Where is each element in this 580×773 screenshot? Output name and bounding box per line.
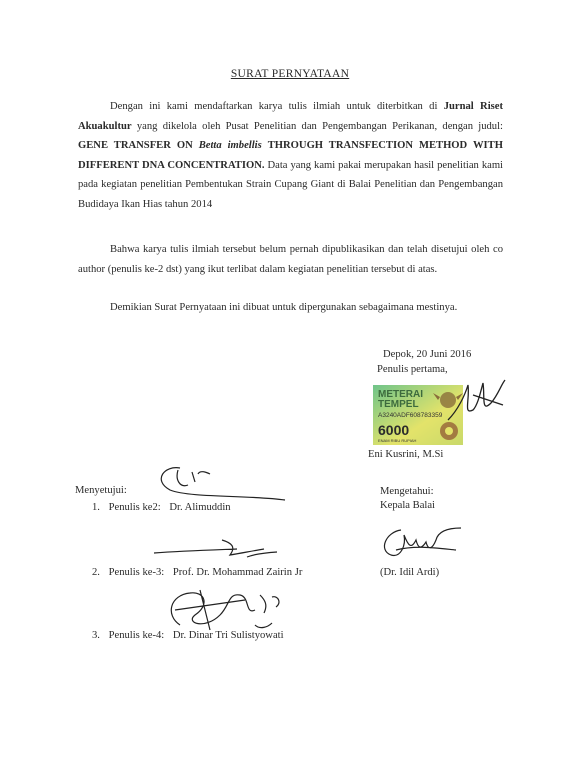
paragraph-unpublished [78, 240, 503, 279]
paper-title-b: THROUGH TRANSFECTION METHOD WITH DIFFERENT DNA CONCENTRATION. [78, 140, 503, 171]
stamp-value-text: ENAM RIBU RUPIAH [378, 438, 417, 443]
coauthor-2-role: Penulis ke-3: [108, 567, 165, 578]
approval-label: Menyetujui: [75, 485, 127, 496]
head-label: Kepala Balai [380, 500, 436, 511]
stamp-code: A3240ADF608783359 [378, 412, 443, 419]
coauthor-3-role: Penulis ke-4: [108, 630, 165, 641]
stamp-value: 6000 [378, 422, 410, 438]
head-signature [376, 520, 466, 565]
head-name: (Dr. Idil Ardi) [380, 567, 440, 578]
coauthor-2-num: 2. [92, 567, 100, 578]
coauthor-1-signature [150, 460, 290, 500]
coauthor-2-signature [152, 535, 282, 570]
coauthor-1-role: Penulis ke2: [108, 502, 161, 513]
p1-rest: Data yang kami pakai merupakan hasil penelitian kami pada kegiatan penelitian Pembentukan Strain Cupang Giant di Balai Penelitian dan Pengembangan Budidaya Ikan Hias tahun 2014 [78, 159, 503, 210]
coauthor-2 [92, 567, 302, 578]
coauthor-1-name: Dr. Alimuddin [169, 502, 231, 513]
coauthor-3 [92, 630, 284, 641]
coauthor-1-num: 1. [92, 502, 100, 513]
stamp-line2: TEMPEL [378, 399, 419, 410]
coauthor-2-name: Prof. Dr. Mohammad Zairin Jr [172, 567, 303, 578]
paragraph-registration [78, 97, 503, 215]
coauthor-1 [92, 502, 231, 513]
first-author-signature [443, 375, 513, 430]
acknowledge-label: Mengetahui: [380, 486, 434, 497]
first-author-name: Eni Kusrini, M.Si [368, 449, 444, 460]
paragraph-closing: Demikian Surat Pernyataan ini dibuat untuk dipergunakan sebagaimana mestinya. [110, 302, 458, 313]
document-title: SURAT PERNYATAAN [230, 68, 350, 80]
first-author-label: Penulis pertama, [377, 364, 448, 375]
paper-title-species: Betta imbellis [198, 140, 262, 152]
p1-intro: Dengan ini kami mendaftarkan karya tulis ilmiah untuk diterbitkan di [110, 101, 438, 112]
p1-mid: yang dikelola oleh Pusat Penelitian dan Pengembangan Perikanan, dengan judul: [136, 120, 503, 132]
p2-text: Bahwa karya tulis ilmiah tersebut belum pernah dipublikasikan dan telah disetujui oleh co author (penulis ke-2 dst) yang ikut terlibat dalam kegiatan penelitian tersebut di atas. [78, 244, 503, 275]
coauthor-3-num: 3. [92, 630, 100, 641]
journal-name: Jurnal Riset Akuakultur [78, 101, 503, 132]
place-date: Depok, 20 Juni 2016 [383, 349, 472, 360]
stamp-line1: METERAI [378, 389, 423, 400]
coauthor-3-name: Dr. Dinar Tri Sulistyowati [172, 630, 284, 641]
paper-title-a: GENE TRANSFER ON [78, 140, 193, 152]
